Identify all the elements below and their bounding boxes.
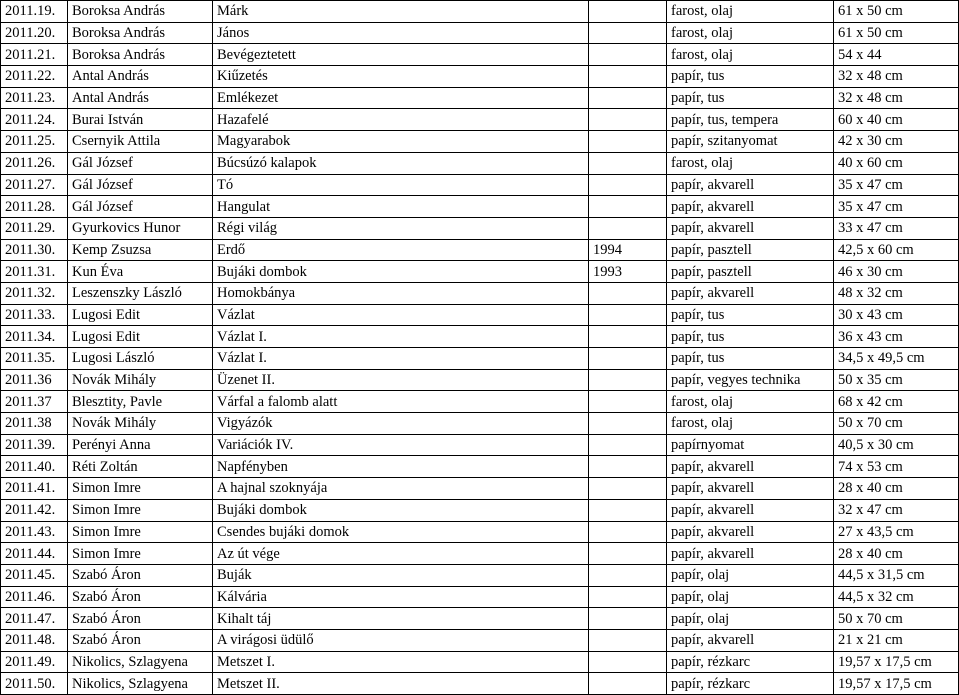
technique-cell: papír, akvarell [667,478,834,500]
artist-cell: Nikolics, Szlagyena [68,651,213,673]
title-cell: Hangulat [213,196,589,218]
title-cell: Kihalt táj [213,608,589,630]
artist-cell: Lugosi Edit [68,326,213,348]
inventory-number-cell: 2011.47. [1,608,68,630]
technique-cell: papír, akvarell [667,174,834,196]
inventory-number-cell: 2011.49. [1,651,68,673]
inventory-number-cell: 2011.44. [1,543,68,565]
artist-cell: Szabó Áron [68,564,213,586]
inventory-number-cell: 2011.40. [1,456,68,478]
size-cell: 44,5 x 31,5 cm [834,564,959,586]
artist-cell: Gál József [68,196,213,218]
table-row [1,109,959,131]
title-cell: Üzenet II. [213,369,589,391]
year-cell [589,326,667,348]
table-row [1,629,959,651]
title-cell: Búcsúzó kalapok [213,152,589,174]
year-cell [589,1,667,23]
year-cell [589,174,667,196]
artist-cell: Lugosi László [68,348,213,370]
year-cell [589,521,667,543]
title-cell: Napfényben [213,456,589,478]
technique-cell: papír, vegyes technika [667,369,834,391]
technique-cell: papírnyomat [667,434,834,456]
inventory-number-cell: 2011.24. [1,109,68,131]
artist-cell: Leszenszky László [68,282,213,304]
technique-cell: papír, olaj [667,564,834,586]
title-cell: Magyarabok [213,131,589,153]
size-cell: 33 x 47 cm [834,217,959,239]
year-cell [589,456,667,478]
size-cell: 30 x 43 cm [834,304,959,326]
technique-cell: farost, olaj [667,1,834,23]
title-cell: Vázlat I. [213,348,589,370]
inventory-number-cell: 2011.33. [1,304,68,326]
technique-cell: farost, olaj [667,22,834,44]
size-cell: 32 x 48 cm [834,66,959,88]
title-cell: Kiűzetés [213,66,589,88]
artist-cell: Simon Imre [68,521,213,543]
artist-cell: Gyurkovics Hunor [68,217,213,239]
artist-cell: Szabó Áron [68,629,213,651]
table-row [1,196,959,218]
size-cell: 48 x 32 cm [834,282,959,304]
artist-cell: Lugosi Edit [68,304,213,326]
year-cell [589,369,667,391]
inventory-number-cell: 2011.45. [1,564,68,586]
year-cell [589,304,667,326]
technique-cell: farost, olaj [667,44,834,66]
size-cell: 61 x 50 cm [834,1,959,23]
table-row [1,87,959,109]
technique-cell: papír, akvarell [667,629,834,651]
year-cell [589,434,667,456]
year-cell [589,282,667,304]
artist-cell: Blesztity, Pavle [68,391,213,413]
year-cell: 1993 [589,261,667,283]
inventory-number-cell: 2011.29. [1,217,68,239]
size-cell: 42 x 30 cm [834,131,959,153]
technique-cell: papír, olaj [667,608,834,630]
table-row [1,391,959,413]
table-row [1,44,959,66]
table-row [1,608,959,630]
table-row [1,369,959,391]
technique-cell: papír, akvarell [667,282,834,304]
size-cell: 74 x 53 cm [834,456,959,478]
inventory-number-cell: 2011.37 [1,391,68,413]
title-cell: Az út vége [213,543,589,565]
table-row [1,66,959,88]
size-cell: 32 x 48 cm [834,87,959,109]
size-cell: 50 x 70 cm [834,608,959,630]
artist-cell: Simon Imre [68,543,213,565]
artist-cell: Boroksa András [68,1,213,23]
title-cell: Bevégeztetett [213,44,589,66]
size-cell: 60 x 40 cm [834,109,959,131]
table-row [1,22,959,44]
table-row [1,434,959,456]
year-cell [589,152,667,174]
size-cell: 35 x 47 cm [834,196,959,218]
table-row [1,217,959,239]
table-row [1,261,959,283]
technique-cell: papír, tus, tempera [667,109,834,131]
size-cell: 19,57 x 17,5 cm [834,673,959,695]
title-cell: Erdő [213,239,589,261]
table-row [1,651,959,673]
inventory-number-cell: 2011.30. [1,239,68,261]
title-cell: Bujáki dombok [213,261,589,283]
title-cell: A virágosi üdülő [213,629,589,651]
artist-cell: Gál József [68,152,213,174]
size-cell: 50 x 70 cm [834,413,959,435]
size-cell: 28 x 40 cm [834,543,959,565]
size-cell: 50 x 35 cm [834,369,959,391]
year-cell [589,131,667,153]
table-row [1,152,959,174]
artist-cell: Novák Mihály [68,369,213,391]
artist-cell: Boroksa András [68,44,213,66]
table-row [1,174,959,196]
artist-cell: Antal András [68,66,213,88]
technique-cell: farost, olaj [667,391,834,413]
technique-cell: papír, tus [667,326,834,348]
inventory-number-cell: 2011.41. [1,478,68,500]
technique-cell: papír, akvarell [667,499,834,521]
title-cell: Vázlat [213,304,589,326]
year-cell [589,22,667,44]
title-cell: Emlékezet [213,87,589,109]
year-cell [589,564,667,586]
title-cell: Tó [213,174,589,196]
year-cell [589,651,667,673]
year-cell [589,629,667,651]
size-cell: 35 x 47 cm [834,174,959,196]
size-cell: 28 x 40 cm [834,478,959,500]
size-cell: 44,5 x 32 cm [834,586,959,608]
technique-cell: papír, szitanyomat [667,131,834,153]
table-row [1,413,959,435]
size-cell: 42,5 x 60 cm [834,239,959,261]
inventory-number-cell: 2011.21. [1,44,68,66]
technique-cell: papír, olaj [667,586,834,608]
inventory-number-cell: 2011.25. [1,131,68,153]
year-cell [589,673,667,695]
table-row [1,564,959,586]
table-row [1,326,959,348]
artist-cell: Gál József [68,174,213,196]
technique-cell: papír, akvarell [667,521,834,543]
table-row [1,304,959,326]
year-cell [589,391,667,413]
table-row [1,456,959,478]
title-cell: Homokbánya [213,282,589,304]
technique-cell: papír, tus [667,304,834,326]
title-cell: A hajnal szoknyája [213,478,589,500]
inventory-number-cell: 2011.38 [1,413,68,435]
inventory-number-cell: 2011.32. [1,282,68,304]
year-cell [589,413,667,435]
year-cell [589,478,667,500]
table-body [1,1,959,695]
year-cell [589,499,667,521]
technique-cell: farost, olaj [667,413,834,435]
size-cell: 21 x 21 cm [834,629,959,651]
size-cell: 36 x 43 cm [834,326,959,348]
inventory-number-cell: 2011.48. [1,629,68,651]
technique-cell: papír, akvarell [667,543,834,565]
technique-cell: farost, olaj [667,152,834,174]
technique-cell: papír, rézkarc [667,651,834,673]
year-cell [589,66,667,88]
inventory-number-cell: 2011.26. [1,152,68,174]
technique-cell: papír, akvarell [667,456,834,478]
title-cell: Variációk IV. [213,434,589,456]
title-cell: Várfal a falomb alatt [213,391,589,413]
title-cell: Vigyázók [213,413,589,435]
artist-cell: Simon Imre [68,478,213,500]
size-cell: 19,57 x 17,5 cm [834,651,959,673]
year-cell: 1994 [589,239,667,261]
technique-cell: papír, akvarell [667,196,834,218]
year-cell [589,543,667,565]
inventory-number-cell: 2011.36 [1,369,68,391]
artist-cell: Simon Imre [68,499,213,521]
inventory-number-cell: 2011.23. [1,87,68,109]
artist-cell: Szabó Áron [68,586,213,608]
size-cell: 32 x 47 cm [834,499,959,521]
year-cell [589,348,667,370]
title-cell: Metszet I. [213,651,589,673]
artist-cell: Szabó Áron [68,608,213,630]
table-row [1,131,959,153]
inventory-number-cell: 2011.50. [1,673,68,695]
inventory-number-cell: 2011.35. [1,348,68,370]
size-cell: 27 x 43,5 cm [834,521,959,543]
technique-cell: papír, akvarell [667,217,834,239]
title-cell: Vázlat I. [213,326,589,348]
size-cell: 40,5 x 30 cm [834,434,959,456]
artist-cell: Réti Zoltán [68,456,213,478]
title-cell: Márk [213,1,589,23]
title-cell: Kálvária [213,586,589,608]
title-cell: Régi világ [213,217,589,239]
table-row [1,543,959,565]
inventory-number-cell: 2011.46. [1,586,68,608]
table-row [1,673,959,695]
artist-cell: Csernyik Attila [68,131,213,153]
inventory-number-cell: 2011.42. [1,499,68,521]
size-cell: 40 x 60 cm [834,152,959,174]
technique-cell: papír, rézkarc [667,673,834,695]
size-cell: 61 x 50 cm [834,22,959,44]
table-row [1,1,959,23]
inventory-number-cell: 2011.27. [1,174,68,196]
technique-cell: papír, tus [667,348,834,370]
technique-cell: papír, pasztell [667,261,834,283]
table-row [1,239,959,261]
technique-cell: papír, tus [667,66,834,88]
inventory-number-cell: 2011.31. [1,261,68,283]
artist-cell: Nikolics, Szlagyena [68,673,213,695]
year-cell [589,87,667,109]
year-cell [589,608,667,630]
title-cell: Buják [213,564,589,586]
inventory-number-cell: 2011.28. [1,196,68,218]
title-cell: János [213,22,589,44]
artist-cell: Boroksa András [68,22,213,44]
title-cell: Bujáki dombok [213,499,589,521]
year-cell [589,109,667,131]
inventory-number-cell: 2011.22. [1,66,68,88]
year-cell [589,217,667,239]
table-row [1,282,959,304]
artist-cell: Antal András [68,87,213,109]
inventory-number-cell: 2011.20. [1,22,68,44]
table-row [1,499,959,521]
table-row [1,521,959,543]
artist-cell: Kun Éva [68,261,213,283]
technique-cell: papír, pasztell [667,239,834,261]
inventory-number-cell: 2011.19. [1,1,68,23]
year-cell [589,44,667,66]
artist-cell: Burai István [68,109,213,131]
technique-cell: papír, tus [667,87,834,109]
artist-cell: Perényi Anna [68,434,213,456]
year-cell [589,196,667,218]
title-cell: Csendes bujáki domok [213,521,589,543]
table-row [1,478,959,500]
title-cell: Metszet II. [213,673,589,695]
table-row [1,348,959,370]
artist-cell: Novák Mihály [68,413,213,435]
size-cell: 54 x 44 [834,44,959,66]
table-row [1,586,959,608]
inventory-number-cell: 2011.34. [1,326,68,348]
year-cell [589,586,667,608]
inventory-number-cell: 2011.43. [1,521,68,543]
size-cell: 68 x 42 cm [834,391,959,413]
size-cell: 46 x 30 cm [834,261,959,283]
title-cell: Hazafelé [213,109,589,131]
inventory-number-cell: 2011.39. [1,434,68,456]
artist-cell: Kemp Zsuzsa [68,239,213,261]
size-cell: 34,5 x 49,5 cm [834,348,959,370]
